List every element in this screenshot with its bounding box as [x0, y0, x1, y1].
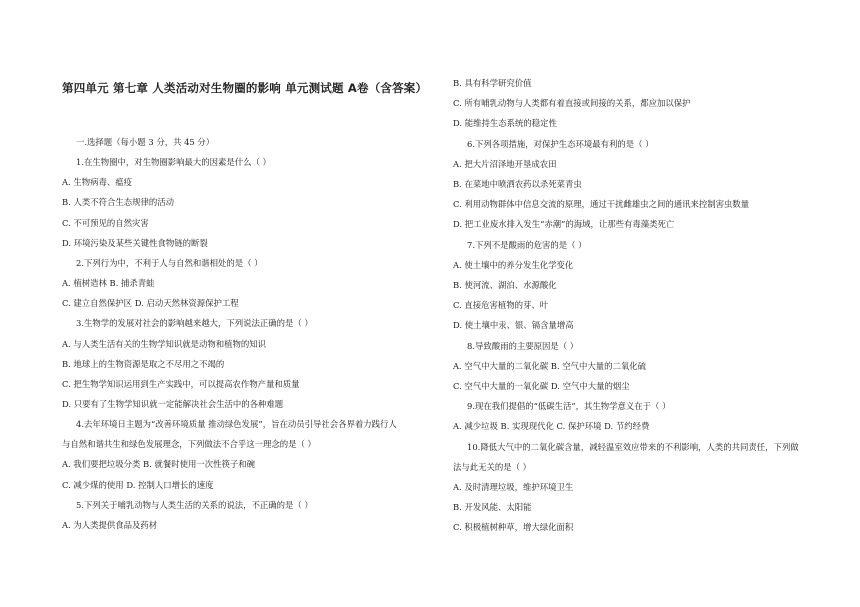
question-text: 6.下列各项措施，对保护生态环境最有利的是（ ）	[467, 138, 654, 149]
answer-option: B. 使河流、湖泊、水源酸化	[453, 280, 557, 290]
question-text: 4.去年环境日主题为“改善环境质量 推动绿色发展”，旨在动员引导社会各界着力践行人	[76, 419, 397, 430]
answer-option: A. 空气中大量的二氧化碳 B. 空气中大量的二氧化硫	[453, 360, 647, 371]
answer-option: C. 不可预见的自然灾害	[62, 217, 149, 228]
question-text: 与自然和谐共生和绿色发展理念，下列做法不合乎这一理念的是（ ）	[62, 439, 316, 450]
answer-option: C. 空气中大量的一氧化碳 D. 空气中大量的烟尘	[453, 381, 630, 391]
answer-option: C. 积极植树种草，增大绿化面积	[453, 522, 574, 533]
answer-option: A. 植树造林 B. 捕杀青蛙	[62, 278, 155, 289]
answer-option: D. 把工业废水排入发生“赤潮”的海域，让那些有毒藻类死亡	[453, 219, 675, 230]
answer-option: D. 能维持生态系统的稳定性	[453, 118, 557, 129]
question-text: 7.下列不是酸雨的危害的是（ ）	[467, 239, 587, 250]
answer-option: A. 使土壤中的养分发生化学变化	[453, 259, 574, 270]
page-title: 第四单元 第七章 人类活动对生物圈的影响 单元测试题 A卷（含答案）	[62, 81, 428, 95]
answer-option: B. 人类不符合生态规律的活动	[62, 197, 174, 208]
answer-option: A. 为人类提供食品及药材	[62, 519, 158, 530]
question-text: 2.下列行为中，不利于人与自然和谐相处的是（ ）	[76, 257, 263, 268]
question-text: 一.选择题（每小题 3 分，共 45 分）	[76, 137, 215, 147]
question-text: 1.在生物圈中，对生物圈影响最大的因素是什么（ ）	[76, 157, 271, 168]
answer-option: B. 在菜地中喷洒农药以杀死菜青虫	[453, 179, 582, 189]
answer-option: C. 直接危害植物的芽、叶	[453, 300, 549, 311]
answer-option: A. 及时清理垃圾，维护环境卫生	[453, 482, 574, 492]
answer-option: D. 使土壤中汞、银、镉含量增高	[453, 320, 574, 331]
answer-option: A. 把大片沼泽地开垦成农田	[453, 158, 557, 169]
answer-option: A. 减少垃圾 B. 实现现代化 C. 保护环境 D. 节约经费	[453, 421, 650, 432]
question-text: 5.下列关于哺乳动物与人类生活的关系的说法，不正确的是（ ）	[76, 499, 313, 510]
answer-option: C. 利用动物群体中信息交流的原理，通过干扰雌雄虫之间的通讯来控制害虫数量	[453, 199, 750, 210]
answer-option: B. 具有科学研究价值	[453, 78, 532, 88]
question-text: 10.降低大气中的二氧化碳含量，减轻温室效应带来的不利影响，人类的共同责任，下列做	[467, 441, 799, 452]
answer-option: D. 只要有了生物学知识就一定能解决社会生活中的各种难题	[62, 398, 284, 409]
answer-option: C. 建立自然保护区 D. 启动天然林资源保护工程	[62, 298, 239, 309]
question-text: 8.导致酸雨的主要原因是（ ）	[467, 340, 579, 351]
question-text: 3.生物学的发展对社会的影响越来越大，下列说法正确的是（ ）	[76, 318, 313, 329]
answer-option: D. 环境污染及某些关键性食物链的断裂	[62, 237, 208, 248]
answer-option: A. 我们要把垃圾分类 B. 就餐时使用一次性筷子和碗	[62, 459, 256, 470]
answer-option: C. 减少煤的使用 D. 控制人口增长的速度	[62, 479, 214, 490]
answer-option: B. 开发风能、太阳能	[453, 502, 532, 513]
answer-option: C. 把生物学知识运用到生产实践中，可以提高农作物产量和质量	[62, 378, 300, 389]
answer-option: A. 与人类生活有关的生物学知识就是动物和植物的知识	[62, 338, 266, 349]
answer-option: C. 所有哺乳动物与人类都有着直接或间接的关系，都应加以保护	[453, 98, 691, 109]
answer-option: A. 生物病毒、瘟疫	[62, 177, 132, 188]
question-text: 9.现在我们提倡的“低碳生活”，其生物学意义在于（ ）	[467, 401, 671, 412]
answer-option: B. 地球上的生物资源是取之不尽用之不竭的	[62, 358, 225, 369]
question-text: 法与此无关的是（ ）	[453, 461, 532, 472]
